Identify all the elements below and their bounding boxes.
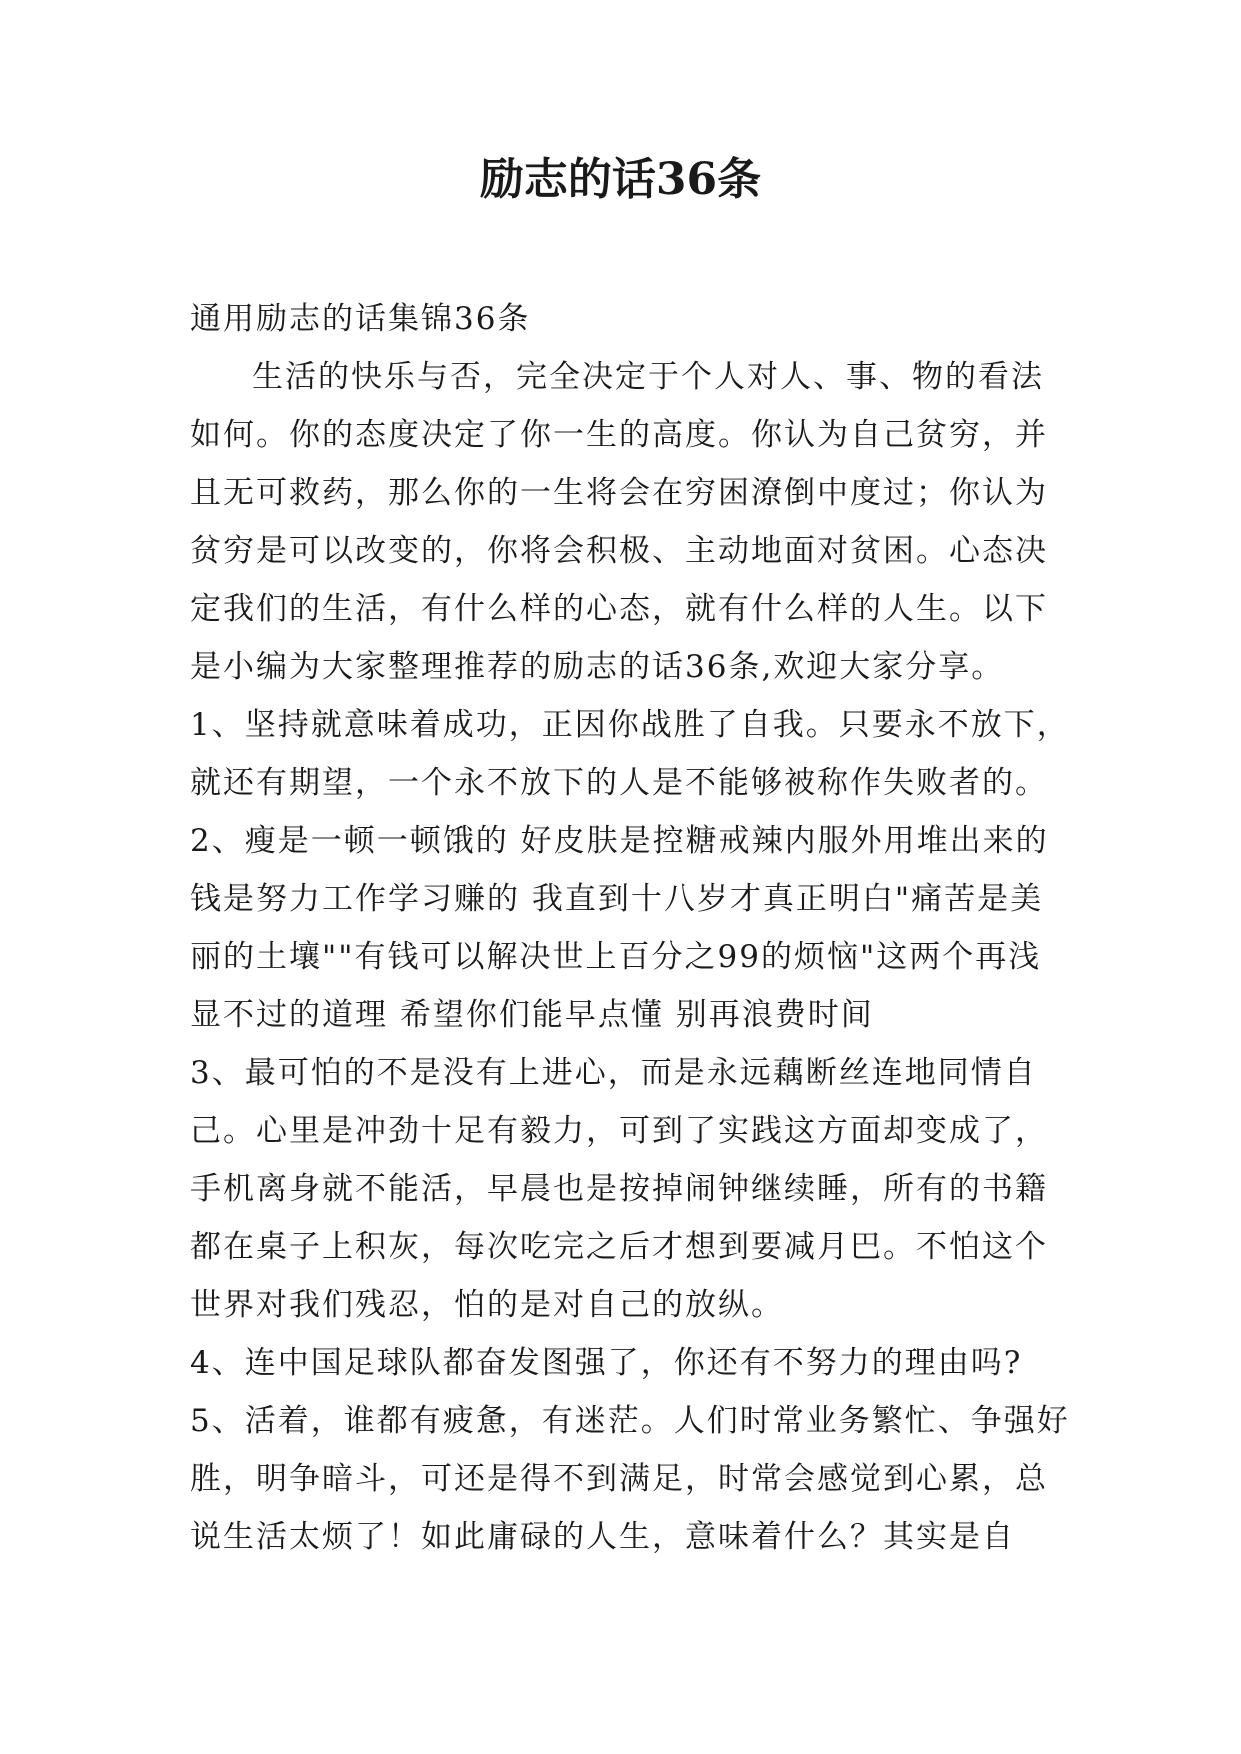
document-title: 励志的话36条 (479, 154, 762, 205)
document-subtitle: 通用励志的话集锦36条 (190, 301, 531, 337)
document-body (190, 290, 1070, 1566)
intro-paragraph: 生活的快乐与否，完全决定于个人对人、事、物的看法如何。你的态度决定了你一生的高度。你认为自己贫穷，并且无可救药，那么你的一生将会在穷困潦倒中度过；你认为贫穷是可以改变的，你将会积极、主动地面对贫困。心态决定我们的生活，有什么样的心态，就有什么样的人生。以下是小编为大家整理推荐的励志的话36条,欢迎大家分享。 (190, 359, 1048, 685)
list-item: 1、坚持就意味着成功，正因你战胜了自我。只要永不放下，就还有期望，一个永不放下的人是不能够被称作失败者的。 (190, 707, 1070, 801)
list-item: 4、连中国足球队都奋发图强了，你还有不努力的理由吗? (190, 1345, 1023, 1381)
list-item: 3、最可怕的不是没有上进心，而是永远藕断丝连地同情自己。心里是冲劲十足有毅力，可到了实践这方面却变成了，手机离身就不能活，早晨也是按掉闹钟继续睡，所有的书籍都在桌子上积灰，每次吃完之后才想到要减月巴。不怕这个世界对我们残忍，怕的是对自己的放纵。 (190, 1055, 1048, 1323)
list-item: 2、瘦是一顿一顿饿的 好皮肤是控糖戒辣内服外用堆出来的 钱是努力工作学习赚的 我直到十八岁才真正明白"痛苦是美丽的土壤""有钱可以解决世上百分之99的烦恼"这两个再浅显不过的道理 希望你们能早点懂 别再浪费时间 (190, 823, 1049, 1033)
list-item: 5、活着，谁都有疲惫，有迷茫。人们时常业务繁忙、争强好胜，明争暗斗，可还是得不到满足，时常会感觉到心累，总说生活太烦了！如此庸碌的人生，意味着什么？其实是自 (190, 1403, 1070, 1555)
